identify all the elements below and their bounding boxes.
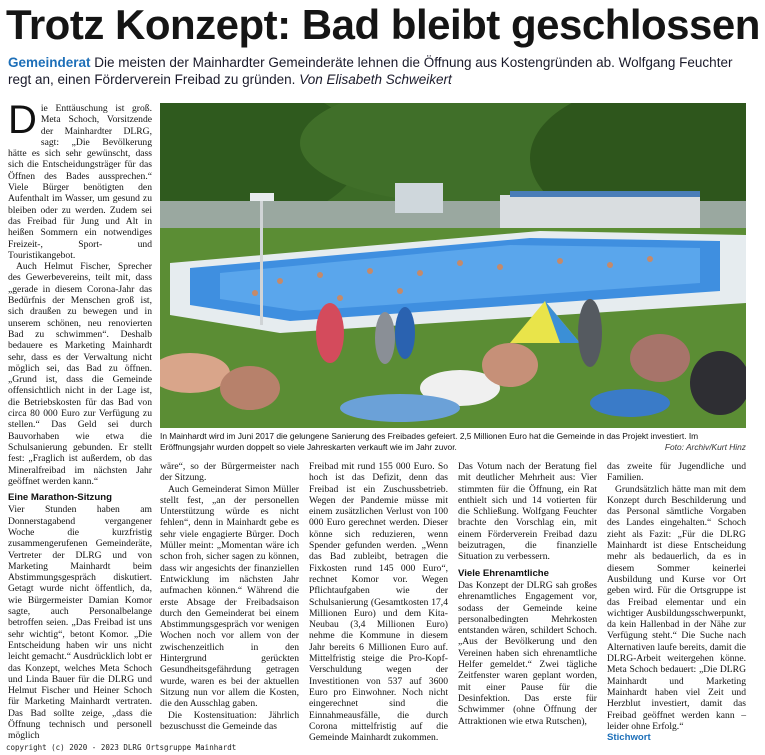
paragraph: Vier Stunden haben am Donnerstagabend vergangener Woche die kurzfristig zusammengerufenen Gemeinderäte, Vertreter der DLRG und von Marketing Mainhardt beim Abstimmungsgespräch diskutiert. Getagt wurde nicht öffentlich, da, wie Bürgermeister Damian Komor sagte, auch Personalbelange betroffen seien. „Das Freibad ist uns sehr wichtig“, betont Komor. „Die Entscheidung haben wir uns nicht leicht gemacht.“ Ausdrücklich lobt er das Konzept, welches Meta Schoch und Linda Bauer für die DLRG und Helmut Fischer und Heiner Schoch für Marketing Mainhardt vertraten. Das Bad sollte zeige, „dass die Öffnung technisch und personell möglich: [8, 504, 152, 742]
paragraph: Das Konzept der DLRG sah großes ehrenamtliches Engagement vor, sodass der Gemeinde keine personalbedingten Mehrkosten entstanden wären, schildert Schoch. „Aus der Bevölkerung und den Vereinen haben sich ehrenamtliche Helfer gemeldet.“ Zwei tägliche Zeitfenster waren geplant worden, mit einer Pause für die Desinfektion. Das erste für Schwimmer (ohne Öffnung der Attraktionen wie etwa Rutschen),: [458, 579, 597, 727]
paragraph: ie Enttäuschung ist groß. Meta Schoch, Vorsitzende der Mainhardter DLRG, sagt: „Die Bevölkerung hätte es sich sehr gewünscht, dass sich die Entscheidungsträger für das Öffnen des Bades aussprechen.“ Viele Bürger benötigten den Aufenthalt im Wasser, um gesund zu bleiben oder zu werden. Zudem sei das Freibad für Jung und Alt in heißen Sommern ein notwendiges Freizeit-, Sport- und Touristikangebot.: [8, 103, 152, 261]
paragraph: Die Kostensituation: Jährlich bezuschusst die Gemeinde das: [160, 709, 299, 732]
article-photo: [160, 103, 746, 428]
caption-text: In Mainhardt wird im Juni 2017 die gelungene Sanierung des Freibades gefeiert. 2,5 Millionen Euro hat die Gemeinde in das Projekt investiert. Im Eröffnungsjahr wurden doppelt so viele Jahreskarten verkauft wie im Jahr zuvor.: [160, 431, 699, 452]
article-column-1: [8, 98, 152, 742]
paragraph: wäre“, so der Bürgermeister nach der Sitzung.: [160, 461, 299, 484]
subheading: Eine Marathon-Sitzung: [8, 492, 112, 504]
subheading: Viele Ehrenamtliche: [458, 567, 550, 579]
article-signature: Stichwort: [607, 732, 651, 744]
lead-text: Die meisten der Mainhardter Gemeinderäte lehnen die Öffnung aus Kostengründen ab. Wolfgang Feuchter regt an, einen Förderverein Freibad zu gründen.: [8, 55, 733, 87]
lead-kicker: Gemeinderat: [8, 55, 91, 70]
paragraph: Freibad mit rund 155 000 Euro. So hoch ist das Defizit, denn das Freibad ist ein Zuschussbetrieb. Wegen der Pandemie müsse mit einem zusätzlichen Verlust von 100 000 Euro gerechnet werden. Dieser könne sich reduzieren, wenn Spender gefunden werden. „Wenn das Bad zubleibt, betragen die Fixkosten rund 145 000 Euro“, rechnet Komor vor. Wegen Pflichtaufgaben wie der Schulsanierung (Gesamtkosten 17,4 Millionen Euro) und dem Kita-Neubau (3,4 Millionen Euro) nehme die Kommune in diesem Jahr bereits 6 Millionen Euro auf. Mittelfristig steige die Pro-Kopf-Verschuldung wegen der Investitionen von 537 auf 3600 Euro pro Einwohner. Noch nicht eingerechnet sind die Einnahmeausfälle, die durch Corona mittelfristig auf die Gemeinde Mainhardt zukommen.: [309, 461, 448, 744]
paragraph: Auch Gemeinderat Simon Müller stellt fest, „an der personellen Unterstützung würde es nicht fehlen“, denn in Mainhardt gebe es sehr viele engagierte Bürger. Doch Müller meint: „Momentan wäre ich schon froh, sicher sagen zu können, dass wir angesichts der finanziellen Entwicklung im nächsten Jahr aufmachen können.“ Während die erste Absage der Freibadsaison durch den Gemeinderat bei einem Abstimmungsgespräch vor wenigen Wochen noch vor allem von der zwischenzeitlich in den Hintergrund gerückten Gesundheitsgefährdung getragen wurde, waren es bei der aktuellen Sitzung nun vor allem die Kosten, die den Ausschlag gaben.: [160, 483, 299, 710]
drop-cap: D: [8, 98, 37, 142]
copyright-notice: copyright (c) 2020 - 2023 DLRG Ortsgruppe Mainhardt: [6, 743, 237, 752]
article-column-5: [607, 461, 746, 743]
paragraph: Das Votum nach der Beratung fiel mit deutlicher Mehrheit aus: Vier stimmten für die Öffnung, ein Rat enthielt sich und 14 votierten für die Schließung. Wolfgang Feuchter brachte den Vorschlag ein, mit einem Förderverein Freibad dazu beizutragen, die finanzielle Situation zu verbessern.: [458, 461, 597, 563]
paragraph: das zweite für Jugendliche und Familien.: [607, 461, 746, 484]
article-lead: [8, 54, 753, 88]
article-headline: Trotz Konzept: Bad bleibt geschlossen: [6, 1, 760, 48]
article-column-4: [458, 461, 597, 727]
lead-byline: Von Elisabeth Schweikert: [299, 72, 452, 87]
photo-caption: [160, 431, 746, 453]
paragraph: Grundsätzlich hätte man mit dem Konzept durch Beschilderung und das Personal sämtliche Vorgaben des Landes eingehalten.“ Schoch zieht als Fazit: „Für die DLRG Mainhardt ist diese Entscheidung mehr als bedauerlich, da es in diesem Sommer keinerlei Ausbildung und Kurse vor Ort geben wird. Für die Ortsgruppe ist das Freibad elementar und ein wichtiger Ausbildungsschwerpunkt, da kein Hallenbad in der Nähe zur Verfügung steht.“ Die Suche nach Alternativen laufe bereits, damit die DLRG-Arbeit weitergehen könne. Meta Schoch bedauert: „Die DLRG Mainhardt und Marketing Mainhardt haben viel Zeit und Herzblut investiert, damit das Freibad geöffnet werden kann – leider ohne Erfolg.“: [607, 483, 746, 732]
photo-credit: Foto: Archiv/Kurt Hinz: [664, 442, 746, 452]
article-column-2: [160, 461, 299, 732]
article-column-3: [309, 461, 448, 743]
swimming-pool-illustration: [160, 103, 746, 428]
paragraph: Auch Helmut Fischer, Sprecher des Gewerbevereins, teilt mit, dass „gerade in diesem Corona-Jahr das Bedürfnis der Menschen groß ist, sich draußen zu bewegen und in unserem schönen, neu renovierten Bad zu schwimmen“. Deshalb bedauere es Marketing Mainhardt sehr, dass es der Verwaltung nicht möglich sei, das Bad zu öffnen. „Grund ist, dass die Gemeinde offensichtlich nicht in der Lage ist, die Betriebskosten für das Bad von circa 80 000 Euro zur Verfügung zu stellen.“ Das Geld sei durch Bauvorhaben wie etwa die Schulsanierung gebunden. Er stellt fest: „Fraglich ist außerdem, ob das Mineralfreibad im nächsten Jahr geöffnet werden kann.“: [8, 261, 152, 487]
